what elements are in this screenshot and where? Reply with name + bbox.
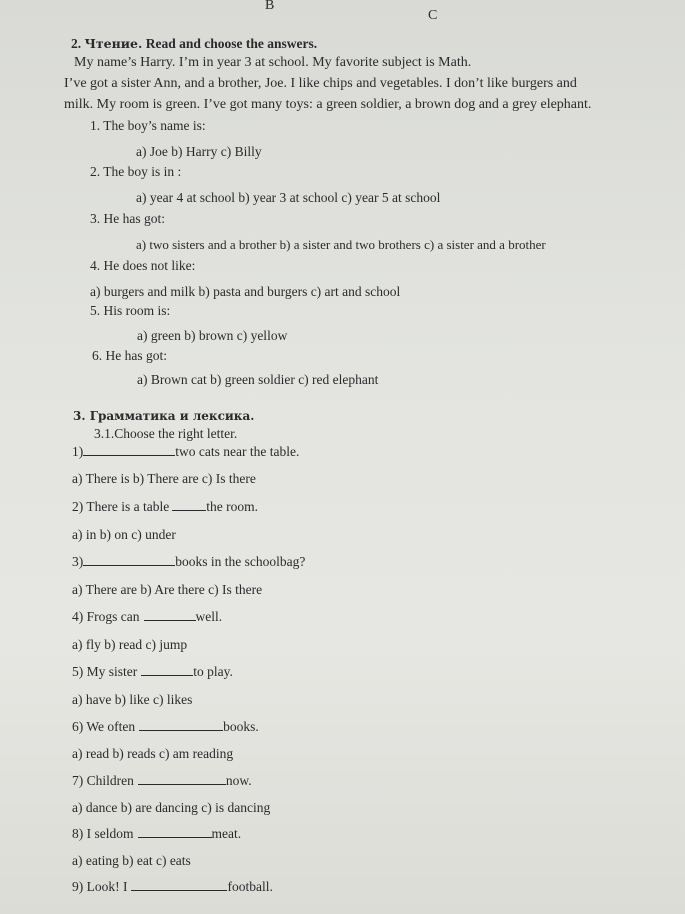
grammar-heading: 3. Грамматика и лексика. <box>73 409 255 423</box>
question-text: 6. He has got: <box>92 348 167 363</box>
item-suffix: football. <box>227 879 273 894</box>
item-suffix: books in the schoolbag? <box>175 554 306 569</box>
grammar-options: a) dance b) are dancing c) is dancing <box>72 800 271 815</box>
reading-heading <box>71 36 317 52</box>
answer-blank <box>139 719 223 731</box>
question-options: a) Joe b) Harry c) Billy <box>136 144 262 159</box>
grammar-subheading: 3.1.Choose the right letter. <box>94 426 238 441</box>
item-prefix: 4) Frogs can <box>72 609 140 624</box>
grammar-item <box>72 444 299 460</box>
item-suffix: two cats near the table. <box>175 444 300 459</box>
grammar-item <box>72 609 222 625</box>
grammar-item <box>72 826 241 842</box>
grammar-options: a) read b) reads c) am reading <box>72 746 234 761</box>
grammar-options: a) in b) on c) under <box>72 527 176 542</box>
reading-heading-en: Read and choose the answers. <box>145 36 318 51</box>
header-letter-c: C <box>428 8 438 23</box>
answer-blank <box>83 554 175 566</box>
reading-heading-ru: Чтение. <box>84 36 143 51</box>
grammar-item <box>72 879 273 895</box>
grammar-options: a) eating b) eat c) eats <box>72 853 191 868</box>
question-text: 4. He does not like: <box>90 258 196 273</box>
grammar-item <box>72 499 258 515</box>
item-prefix: 1) <box>72 444 84 459</box>
passage-line: My name’s Harry. I’m in year 3 at school. My favorite subject is Math. <box>74 55 472 70</box>
item-suffix: well. <box>195 609 223 624</box>
question-text: 3. He has got: <box>90 211 165 226</box>
item-suffix: meat. <box>211 826 242 841</box>
reading-heading-number: 2. <box>71 36 82 51</box>
answer-blank <box>131 879 227 891</box>
grammar-item <box>72 664 233 680</box>
answer-blank <box>172 499 206 511</box>
item-prefix: 3) <box>72 554 84 569</box>
item-prefix: 7) Children <box>72 773 134 788</box>
item-suffix: the room. <box>206 499 258 514</box>
grammar-options: a) There is b) There are c) Is there <box>72 471 256 486</box>
question-options: a) two sisters and a brother b) a sister and two brothers c) a sister and a brother <box>136 237 546 252</box>
answer-blank <box>138 773 226 785</box>
grammar-options: a) There are b) Are there c) Is there <box>72 582 263 597</box>
passage-line: I’ve got a sister Ann, and a brother, Joe. I like chips and vegetables. I don’t like burgers and <box>64 76 577 91</box>
question-text: 2. The boy is in : <box>90 164 182 179</box>
answer-blank <box>138 826 212 838</box>
grammar-options: a) fly b) read c) jump <box>72 637 188 652</box>
header-letter-b: B <box>265 0 275 13</box>
answer-blank <box>83 444 175 456</box>
answer-blank <box>144 609 196 621</box>
question-text: 5. His room is: <box>90 303 171 318</box>
question-options: a) burgers and milk b) pasta and burgers c) art and school <box>90 284 401 299</box>
grammar-item <box>72 719 259 735</box>
question-options: a) year 4 at school b) year 3 at school c) year 5 at school <box>136 190 441 205</box>
item-prefix: 8) I seldom <box>72 826 134 841</box>
question-text: 1. The boy’s name is: <box>90 118 206 133</box>
answer-blank <box>141 664 193 676</box>
grammar-item <box>72 773 252 789</box>
passage-line: milk. My room is green. I’ve got many toys: a green soldier, a brown dog and a grey elephant. <box>64 97 592 112</box>
item-prefix: 2) There is a table <box>72 499 170 514</box>
item-prefix: 9) Look! I <box>72 879 128 894</box>
item-suffix: books. <box>223 719 259 734</box>
item-prefix: 6) We often <box>72 719 136 734</box>
question-options: a) green b) brown c) yellow <box>137 328 288 343</box>
grammar-options: a) have b) like c) likes <box>72 692 193 707</box>
item-suffix: now. <box>225 773 252 788</box>
item-prefix: 5) My sister <box>72 664 138 679</box>
question-options: a) Brown cat b) green soldier c) red elephant <box>137 372 379 387</box>
item-suffix: to play. <box>193 664 233 679</box>
grammar-item <box>72 554 305 570</box>
